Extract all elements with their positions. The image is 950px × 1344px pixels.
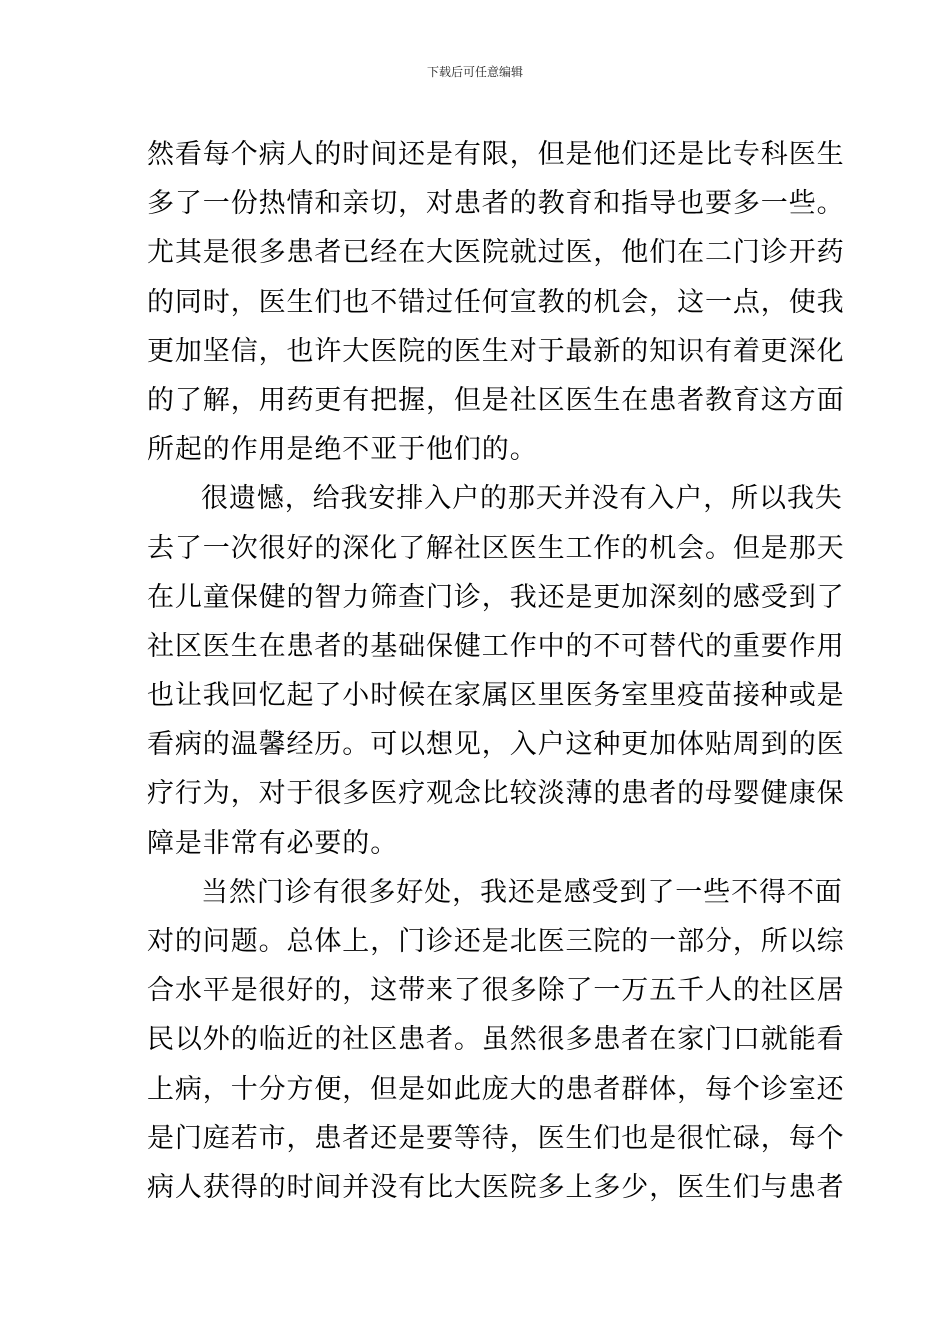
text-line: 民以外的临近的社区患者。虽然很多患者在家门口就能看 (147, 1024, 845, 1056)
text-line: 当然门诊有很多好处，我还是感受到了一些不得不面 (201, 876, 843, 908)
text-line: 在儿童保健的智力筛查门诊，我还是更加深刻的感受到了 (147, 581, 845, 613)
text-line: 看病的温馨经历。可以想见，入户这种更加体贴周到的医 (147, 729, 845, 761)
text-line: 的了解，用药更有把握，但是社区医生在患者教育这方面 (147, 384, 845, 416)
text-line: 尤其是很多患者已经在大医院就过医，他们在二门诊开药 (147, 237, 845, 269)
document-body (147, 130, 845, 1212)
paragraph (147, 474, 845, 868)
text-line: 对的问题。总体上，门诊还是北医三院的一部分，所以综 (147, 926, 845, 957)
text-line: 社区医生在患者的基础保健工作中的不可替代的重要作用 (147, 630, 845, 662)
text-line: 上病，十分方便，但是如此庞大的患者群体，每个诊室还 (147, 1073, 845, 1105)
text-line: 病人获得的时间并没有比大医院多上多少，医生们与患者 (147, 1171, 845, 1203)
text-line: 所起的作用是绝不亚于他们的。 (147, 434, 538, 466)
text-line: 障是非常有必要的。 (147, 827, 399, 859)
text-line: 多了一份热情和亲切，对患者的教育和指导也要多一些。 (147, 188, 845, 220)
paragraph (147, 868, 845, 1212)
text-line: 的同时，医生们也不错过任何宣教的机会，这一点，使我 (147, 286, 845, 318)
paragraph (147, 130, 845, 474)
text-line: 更加坚信，也许大医院的医生对于最新的知识有着更深化 (147, 335, 845, 367)
text-line: 疗行为，对于很多医疗观念比较淡薄的患者的母婴健康保 (147, 778, 845, 810)
text-line: 然看每个病人的时间还是有限，但是他们还是比专科医生 (147, 139, 845, 170)
page-header: 下载后可任意编辑 (426, 65, 523, 79)
text-line: 去了一次很好的深化了解社区医生工作的机会。但是那天 (147, 532, 845, 564)
text-line: 很遗憾，给我安排入户的那天并没有入户，所以我失 (201, 483, 843, 515)
text-line: 是门庭若市，患者还是要等待，医生们也是很忙碌，每个 (147, 1122, 845, 1154)
text-line: 也让我回忆起了小时候在家属区里医务室里疫苗接种或是 (147, 680, 845, 712)
text-line: 合水平是很好的，这带来了很多除了一万五千人的社区居 (147, 975, 845, 1007)
